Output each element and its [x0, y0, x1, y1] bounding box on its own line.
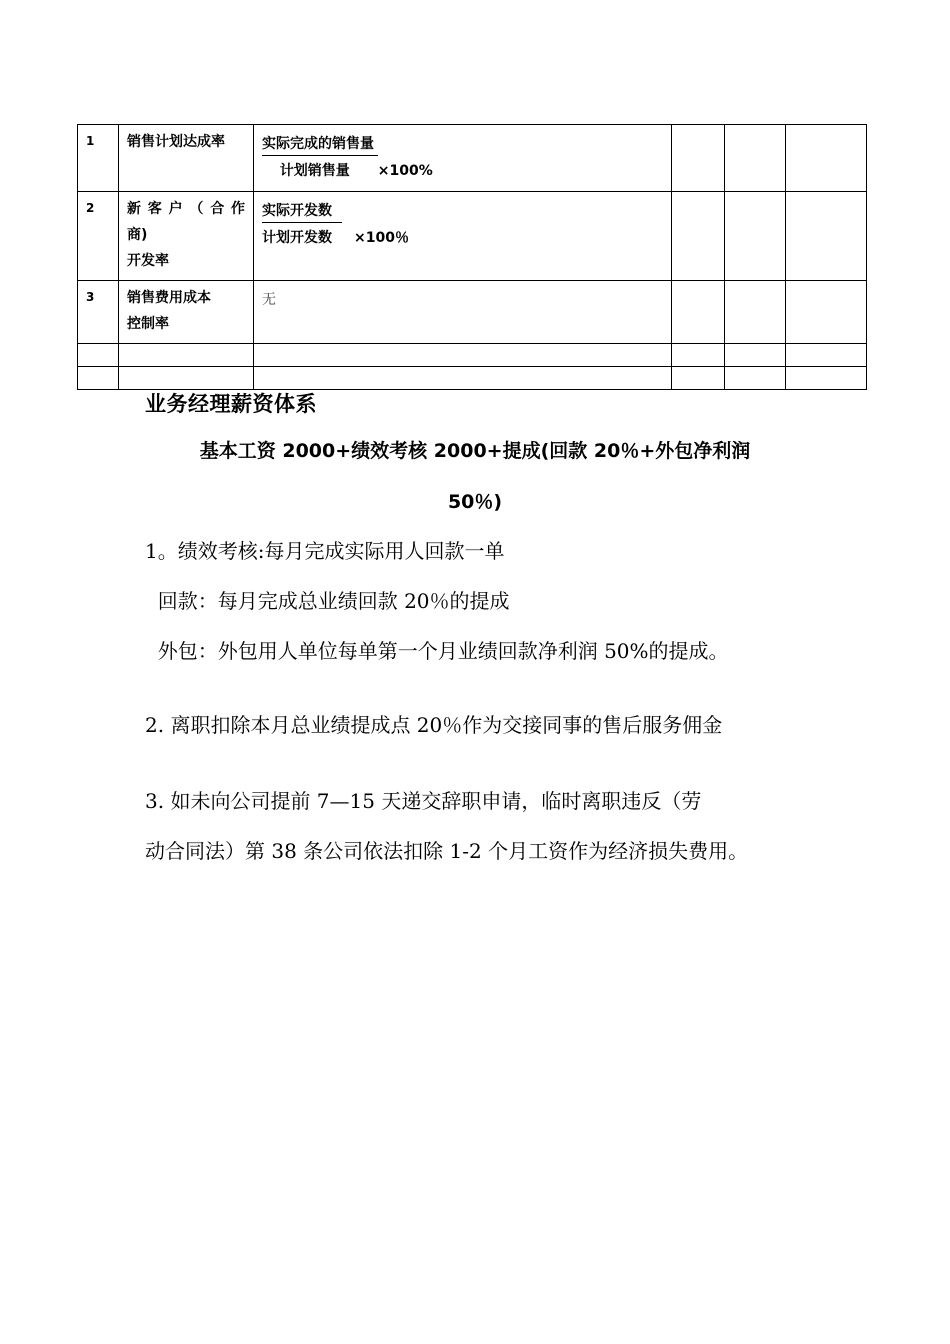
- empty-cell: [725, 192, 786, 281]
- salary-formula-line1: 基本工资 2000+绩效考核 2000+提成(回款 20％+外包净利润: [199, 440, 751, 462]
- empty-cell: [786, 192, 867, 281]
- formula-text: 无: [262, 292, 276, 308]
- empty-cell: [672, 367, 725, 390]
- table-row: [78, 125, 867, 192]
- item-1: 1。绩效考核:每月完成实际用人回款一单: [145, 539, 505, 563]
- formula-denominator: [262, 163, 433, 179]
- indicator-name-line1: 销售费用成本: [127, 290, 211, 306]
- empty-cell: [672, 192, 725, 281]
- empty-cell: [119, 367, 254, 390]
- item-3-line1: 3. 如未向公司提前 7—15 天递交辞职申请，临时离职违反（劳: [145, 789, 702, 813]
- indicator-name-line2: 开发率: [127, 253, 169, 269]
- empty-cell: [725, 344, 786, 367]
- item-2: 2. 离职扣除本月总业绩提成点 20％作为交接同事的售后服务佣金: [145, 713, 723, 737]
- empty-cell: [78, 344, 119, 367]
- empty-cell: [119, 344, 254, 367]
- empty-cell: [725, 367, 786, 390]
- formula-cell: [254, 192, 672, 281]
- formula-cell: [254, 281, 672, 344]
- table-row: [78, 281, 867, 344]
- formula-numerator: 实际开发数: [262, 200, 342, 223]
- fraction-formula: [262, 198, 663, 252]
- empty-cell: [672, 344, 725, 367]
- indicator-name: 销售计划达成率: [119, 125, 254, 192]
- empty-cell: [786, 344, 867, 367]
- fraction-formula: [262, 131, 663, 185]
- empty-cell: [254, 367, 672, 390]
- empty-cell: [78, 367, 119, 390]
- table-row: [78, 192, 867, 281]
- item-3-line2: 动合同法）第 38 条公司依法扣除 1-2 个月工资作为经济损失费用。: [145, 839, 749, 863]
- table-row: [78, 367, 867, 390]
- row-number: 1: [78, 125, 119, 192]
- empty-cell: [672, 281, 725, 344]
- section-heading: 业务经理薪资体系: [145, 392, 317, 416]
- row-number: 2: [78, 192, 119, 281]
- row-number: 3: [78, 281, 119, 344]
- formula-denominator: [262, 230, 409, 246]
- empty-cell: [672, 125, 725, 192]
- indicator-name-line2: 控制率: [127, 316, 169, 332]
- empty-cell: [254, 344, 672, 367]
- formula-multiplier: ×100%: [377, 163, 433, 179]
- empty-cell: [786, 125, 867, 192]
- empty-cell: [786, 281, 867, 344]
- formula-cell: [254, 125, 672, 192]
- salary-formula-line2: 50％): [447, 491, 503, 513]
- indicator-name: [119, 192, 254, 281]
- indicator-name-line1: 新 客 户 （ 合 作 商): [127, 201, 245, 243]
- formula-multiplier: ×100％: [354, 230, 409, 246]
- denominator-text: 计划销售量: [270, 163, 350, 179]
- item-1-outsourcing: 外包：外包用人单位每单第一个月业绩回款净利润 50%的提成。: [145, 639, 729, 663]
- formula-numerator: 实际完成的销售量: [262, 133, 378, 156]
- empty-cell: [725, 125, 786, 192]
- table-row: [78, 344, 867, 367]
- indicator-name: [119, 281, 254, 344]
- empty-cell: [725, 281, 786, 344]
- denominator-text: 计划开发数: [262, 230, 332, 246]
- empty-cell: [786, 367, 867, 390]
- kpi-table: [77, 124, 867, 390]
- item-1-payment: 回款：每月完成总业绩回款 20％的提成: [145, 589, 510, 613]
